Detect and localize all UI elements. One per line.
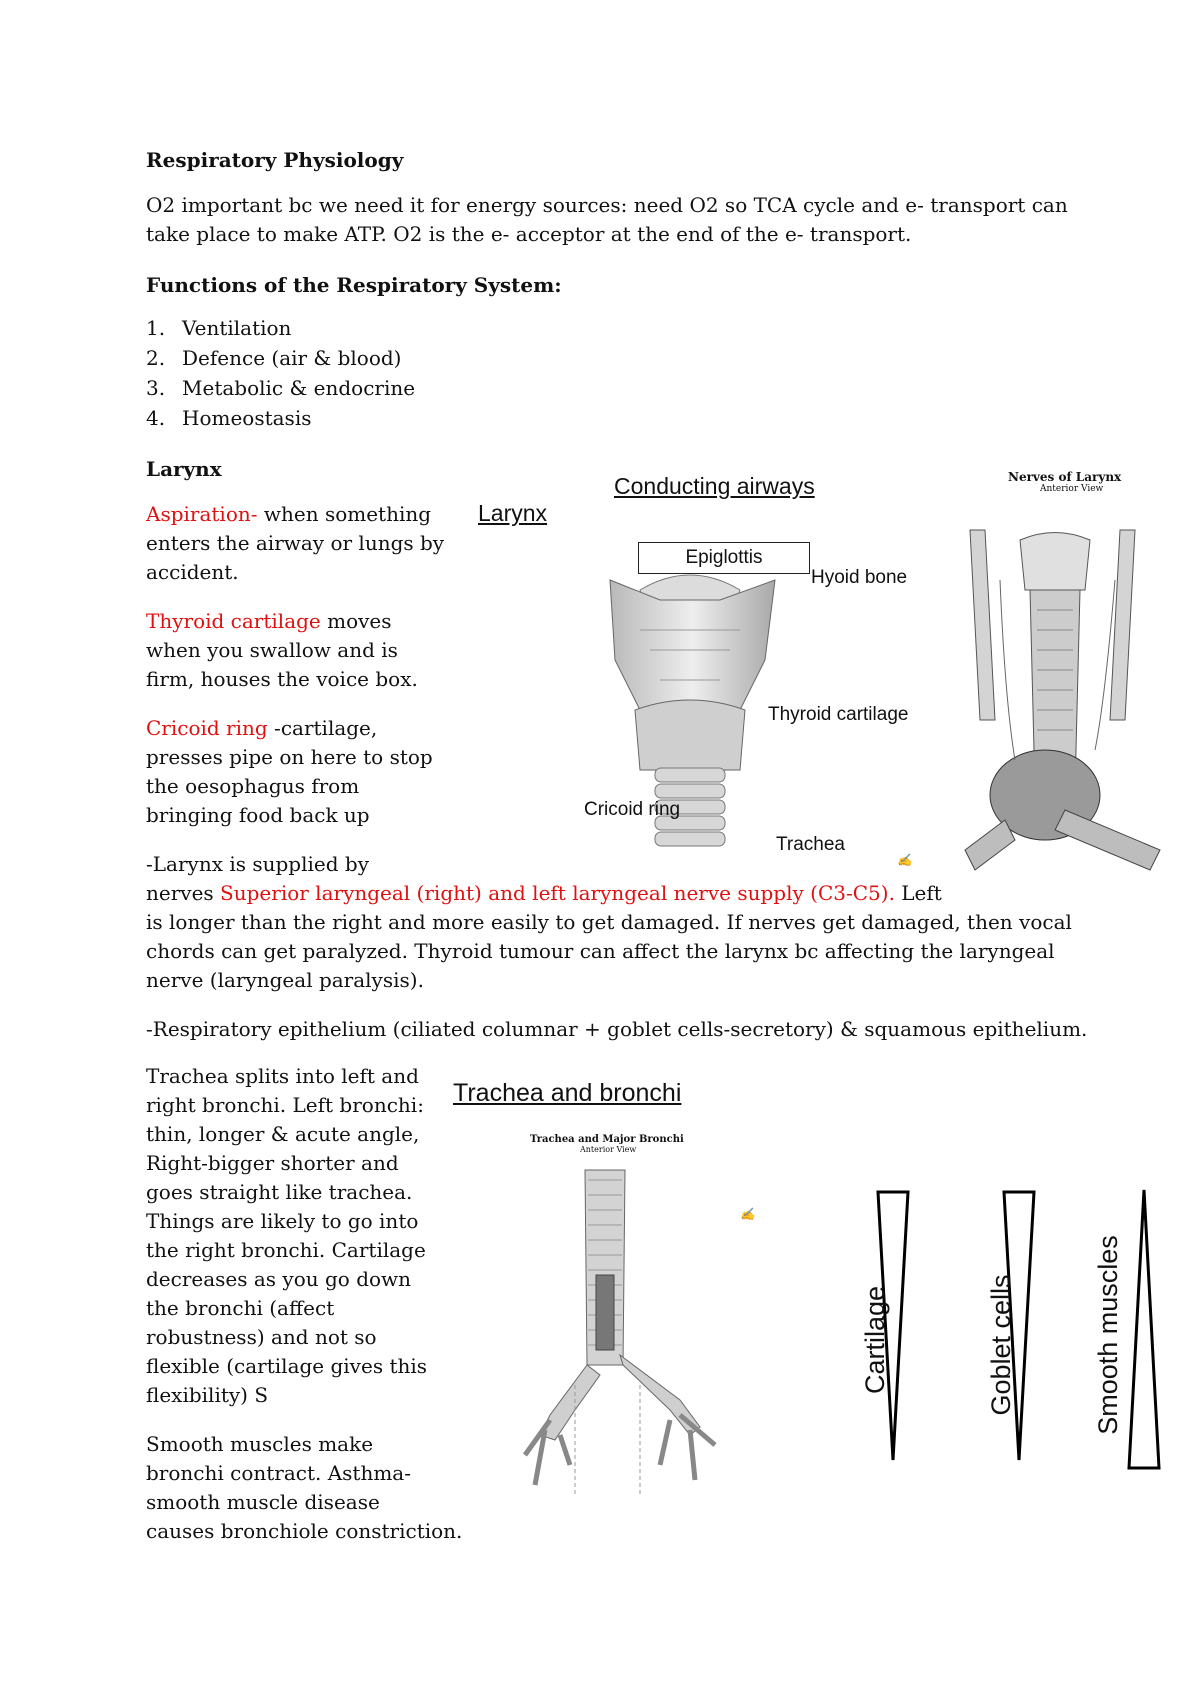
trachea-line: right bronchi. Left bronchi: <box>146 1093 424 1117</box>
smooth-line: bronchi contract. Asthma- <box>146 1461 411 1485</box>
nerves-figure-title: Nerves of Larynx <box>1008 470 1122 484</box>
supply-line-1: -Larynx is supplied by <box>146 852 369 876</box>
list-item: 1. Ventilation <box>146 316 292 340</box>
supply-line-2: nerves Superior laryngeal (right) and left laryngeal nerve supply (C3-C5). Left <box>146 881 942 905</box>
smooth-line: smooth muscle disease <box>146 1490 380 1514</box>
goblet-cells-label: Goblet cells <box>986 1274 1016 1416</box>
page-title: Respiratory Physiology <box>146 148 404 172</box>
hyoid-bone-label: Hyoid bone <box>811 567 908 588</box>
trachea-figure-title: Trachea and bronchi <box>453 1079 682 1107</box>
aspiration-line-2: enters the airway or lungs by <box>146 531 445 555</box>
functions-heading: Functions of the Respiratory System: <box>146 273 562 297</box>
figure-title: Conducting airways <box>614 473 815 499</box>
artist-signature: ✍ <box>897 853 912 867</box>
list-item: 4. Homeostasis <box>146 406 312 430</box>
thyroid-line-1: Thyroid cartilage moves <box>146 609 392 633</box>
trachea-line: thin, longer & acute angle, <box>146 1122 420 1146</box>
cricoid-line-4: bringing food back up <box>146 803 370 827</box>
thyroid-line-2: when you swallow and is <box>146 638 398 662</box>
trachea-line: Trachea splits into left and <box>146 1064 419 1088</box>
supply-line-4: chords can get paralyzed. Thyroid tumour can affect the larynx bc affecting the laryngeal <box>146 939 1055 963</box>
smooth-muscles-label: Smooth muscles <box>1093 1235 1123 1435</box>
larynx-illustration <box>580 540 800 875</box>
supply-line-3: is longer than the right and more easily to get damaged. If nerves get damaged, then vocal <box>146 910 1072 934</box>
trachea-image-subtitle: Anterior View <box>580 1145 637 1154</box>
aspiration-line-3: accident. <box>146 560 239 584</box>
list-item: 2. Defence (air & blood) <box>146 346 402 370</box>
smooth-muscles-wedge-icon <box>1127 1188 1161 1470</box>
trachea-line: the right bronchi. Cartilage <box>146 1238 426 1262</box>
cricoid-line-2: presses pipe on here to stop <box>146 745 433 769</box>
thyroid-cartilage-label: Thyroid cartilage <box>768 704 909 725</box>
cricoid-line-1: Cricoid ring -cartilage, <box>146 716 378 740</box>
artist-signature-2: ✍ <box>740 1207 755 1221</box>
epiglottis-label: Epiglottis <box>638 542 810 574</box>
trachea-line: decreases as you go down <box>146 1267 412 1291</box>
thyroid-line-3: firm, houses the voice box. <box>146 667 418 691</box>
intro-line-1: O2 important bc we need it for energy sources: need O2 so TCA cycle and e- transport can <box>146 193 1068 217</box>
smooth-line: causes bronchiole constriction. <box>146 1519 463 1543</box>
figure-larynx-label: Larynx <box>478 500 548 526</box>
aspiration-line-1: Aspiration- when something <box>146 502 432 526</box>
trachea-image-title: Trachea and Major Bronchi <box>530 1134 684 1145</box>
smooth-line: Smooth muscles make <box>146 1432 374 1456</box>
cartilage-label: Cartilage <box>860 1285 890 1395</box>
trachea-line: robustness) and not so <box>146 1325 377 1349</box>
trachea-line: goes straight like trachea. <box>146 1180 413 1204</box>
trachea-line: flexible (cartilage gives this <box>146 1354 428 1378</box>
epithelium-line: -Respiratory epithelium (ciliated columnar + goblet cells-secretory) & squamous epithelium. <box>146 1017 1088 1041</box>
list-item: 3. Metabolic & endocrine <box>146 376 416 400</box>
nerves-figure-subtitle: Anterior View <box>1040 484 1104 494</box>
trachea-bronchi-illustration <box>520 1165 720 1495</box>
trachea-line: Right-bigger shorter and <box>146 1151 399 1175</box>
cricoid-ring-label: Cricoid ring <box>584 799 681 820</box>
functions-list <box>146 313 415 433</box>
larynx-heading: Larynx <box>146 457 222 481</box>
nerves-of-larynx-illustration <box>955 520 1170 880</box>
trachea-line: Things are likely to go into <box>146 1209 419 1233</box>
cricoid-line-3: the oesophagus from <box>146 774 360 798</box>
trachea-label: Trachea <box>776 834 845 855</box>
supply-line-5: nerve (laryngeal paralysis). <box>146 968 424 992</box>
trachea-line: flexibility) S <box>146 1383 269 1407</box>
intro-line-2: take place to make ATP. O2 is the e- acceptor at the end of the e- transport. <box>146 222 912 246</box>
trachea-line: the bronchi (affect <box>146 1296 335 1320</box>
